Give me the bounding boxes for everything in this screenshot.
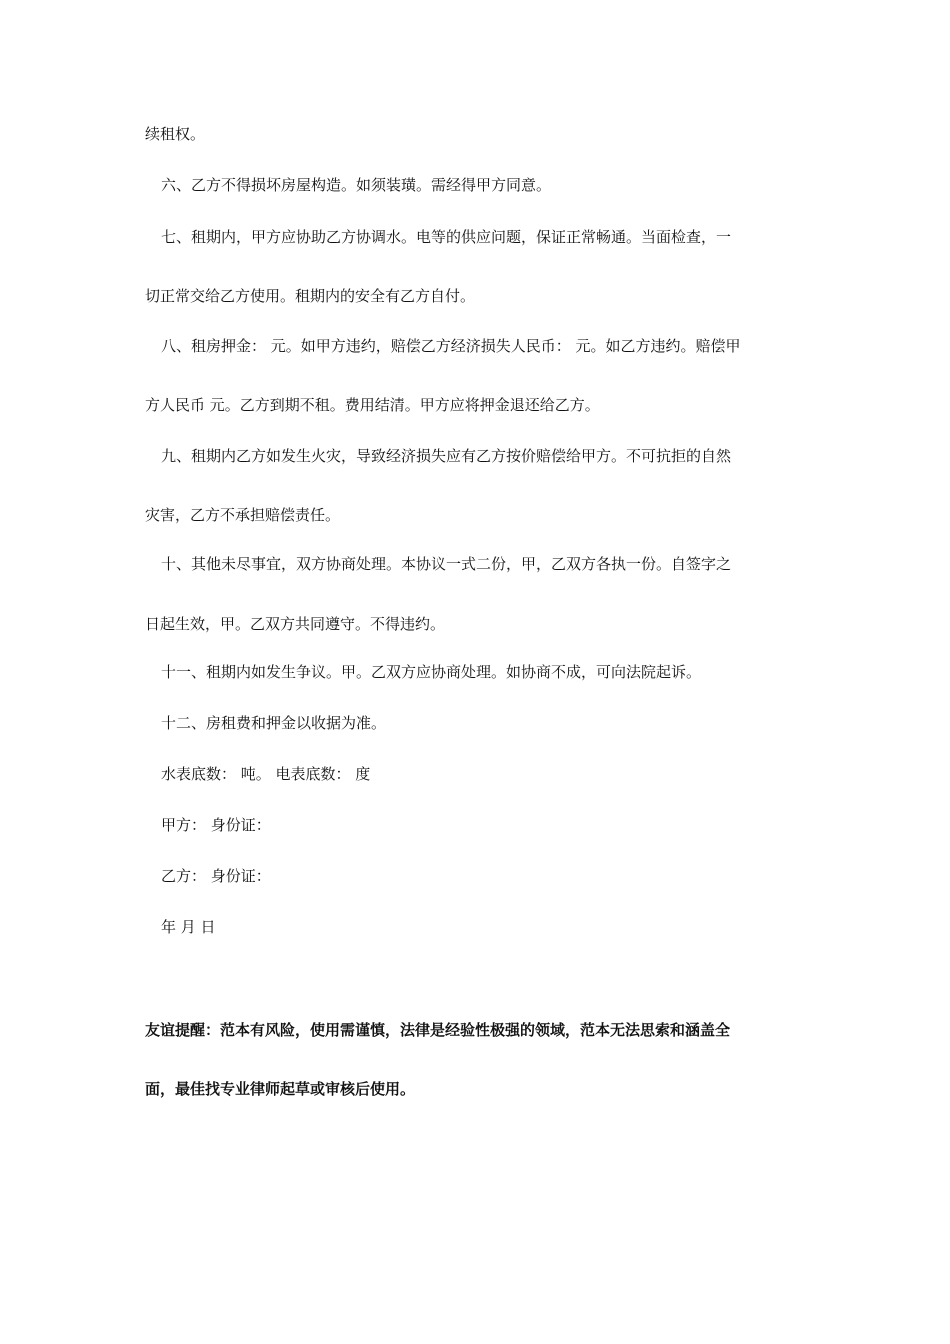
party-b-signature-line: 乙方： 身份证： xyxy=(161,867,271,885)
reminder-line-2: 面，最佳找专业律师起草或审核后使用。 xyxy=(145,1080,416,1098)
party-a-signature-line: 甲方： 身份证： xyxy=(161,816,271,834)
clause-12: 十二、房租费和押金以收据为准。 xyxy=(161,714,387,732)
clause-8-line-1: 八、租房押金： 元。如甲方违约，赔偿乙方经济损失人民币： 元。如乙方违约。赔偿甲 xyxy=(161,337,741,355)
clause-8-line-2: 方人民币 元。乙方到期不租。费用结清。甲方应将押金退还给乙方。 xyxy=(145,396,600,414)
clause-5-continuation: 续租权。 xyxy=(145,125,206,143)
date-line: 年 月 日 xyxy=(161,918,216,936)
clause-10-line-1: 十、其他未尽事宜，双方协商处理。本协议一式二份，甲，乙双方各执一份。自签字之 xyxy=(161,555,732,573)
clause-9-line-2: 灾害，乙方不承担赔偿责任。 xyxy=(145,506,341,524)
meter-readings: 水表底数： 吨。 电表底数： 度 xyxy=(161,765,371,783)
clause-7-line-2: 切正常交给乙方使用。租期内的安全有乙方自付。 xyxy=(145,287,476,305)
clause-9-line-1: 九、租期内乙方如发生火灾，导致经济损失应有乙方按价赔偿给甲方。不可抗拒的自然 xyxy=(161,447,732,465)
clause-10-line-2: 日起生效，甲。乙双方共同遵守。不得违约。 xyxy=(145,615,446,633)
clause-11: 十一、租期内如发生争议。甲。乙双方应协商处理。如协商不成，可向法院起诉。 xyxy=(161,663,702,681)
clause-7-line-1: 七、租期内，甲方应协助乙方协调水。电等的供应问题，保证正常畅通。当面检查，一 xyxy=(161,228,732,246)
reminder-line-1: 友谊提醒：范本有风险，使用需谨慎，法律是经验性极强的领域，范本无法思索和涵盖全 xyxy=(145,1021,731,1039)
clause-6: 六、乙方不得损坏房屋构造。如须装璜。需经得甲方同意。 xyxy=(161,176,552,194)
